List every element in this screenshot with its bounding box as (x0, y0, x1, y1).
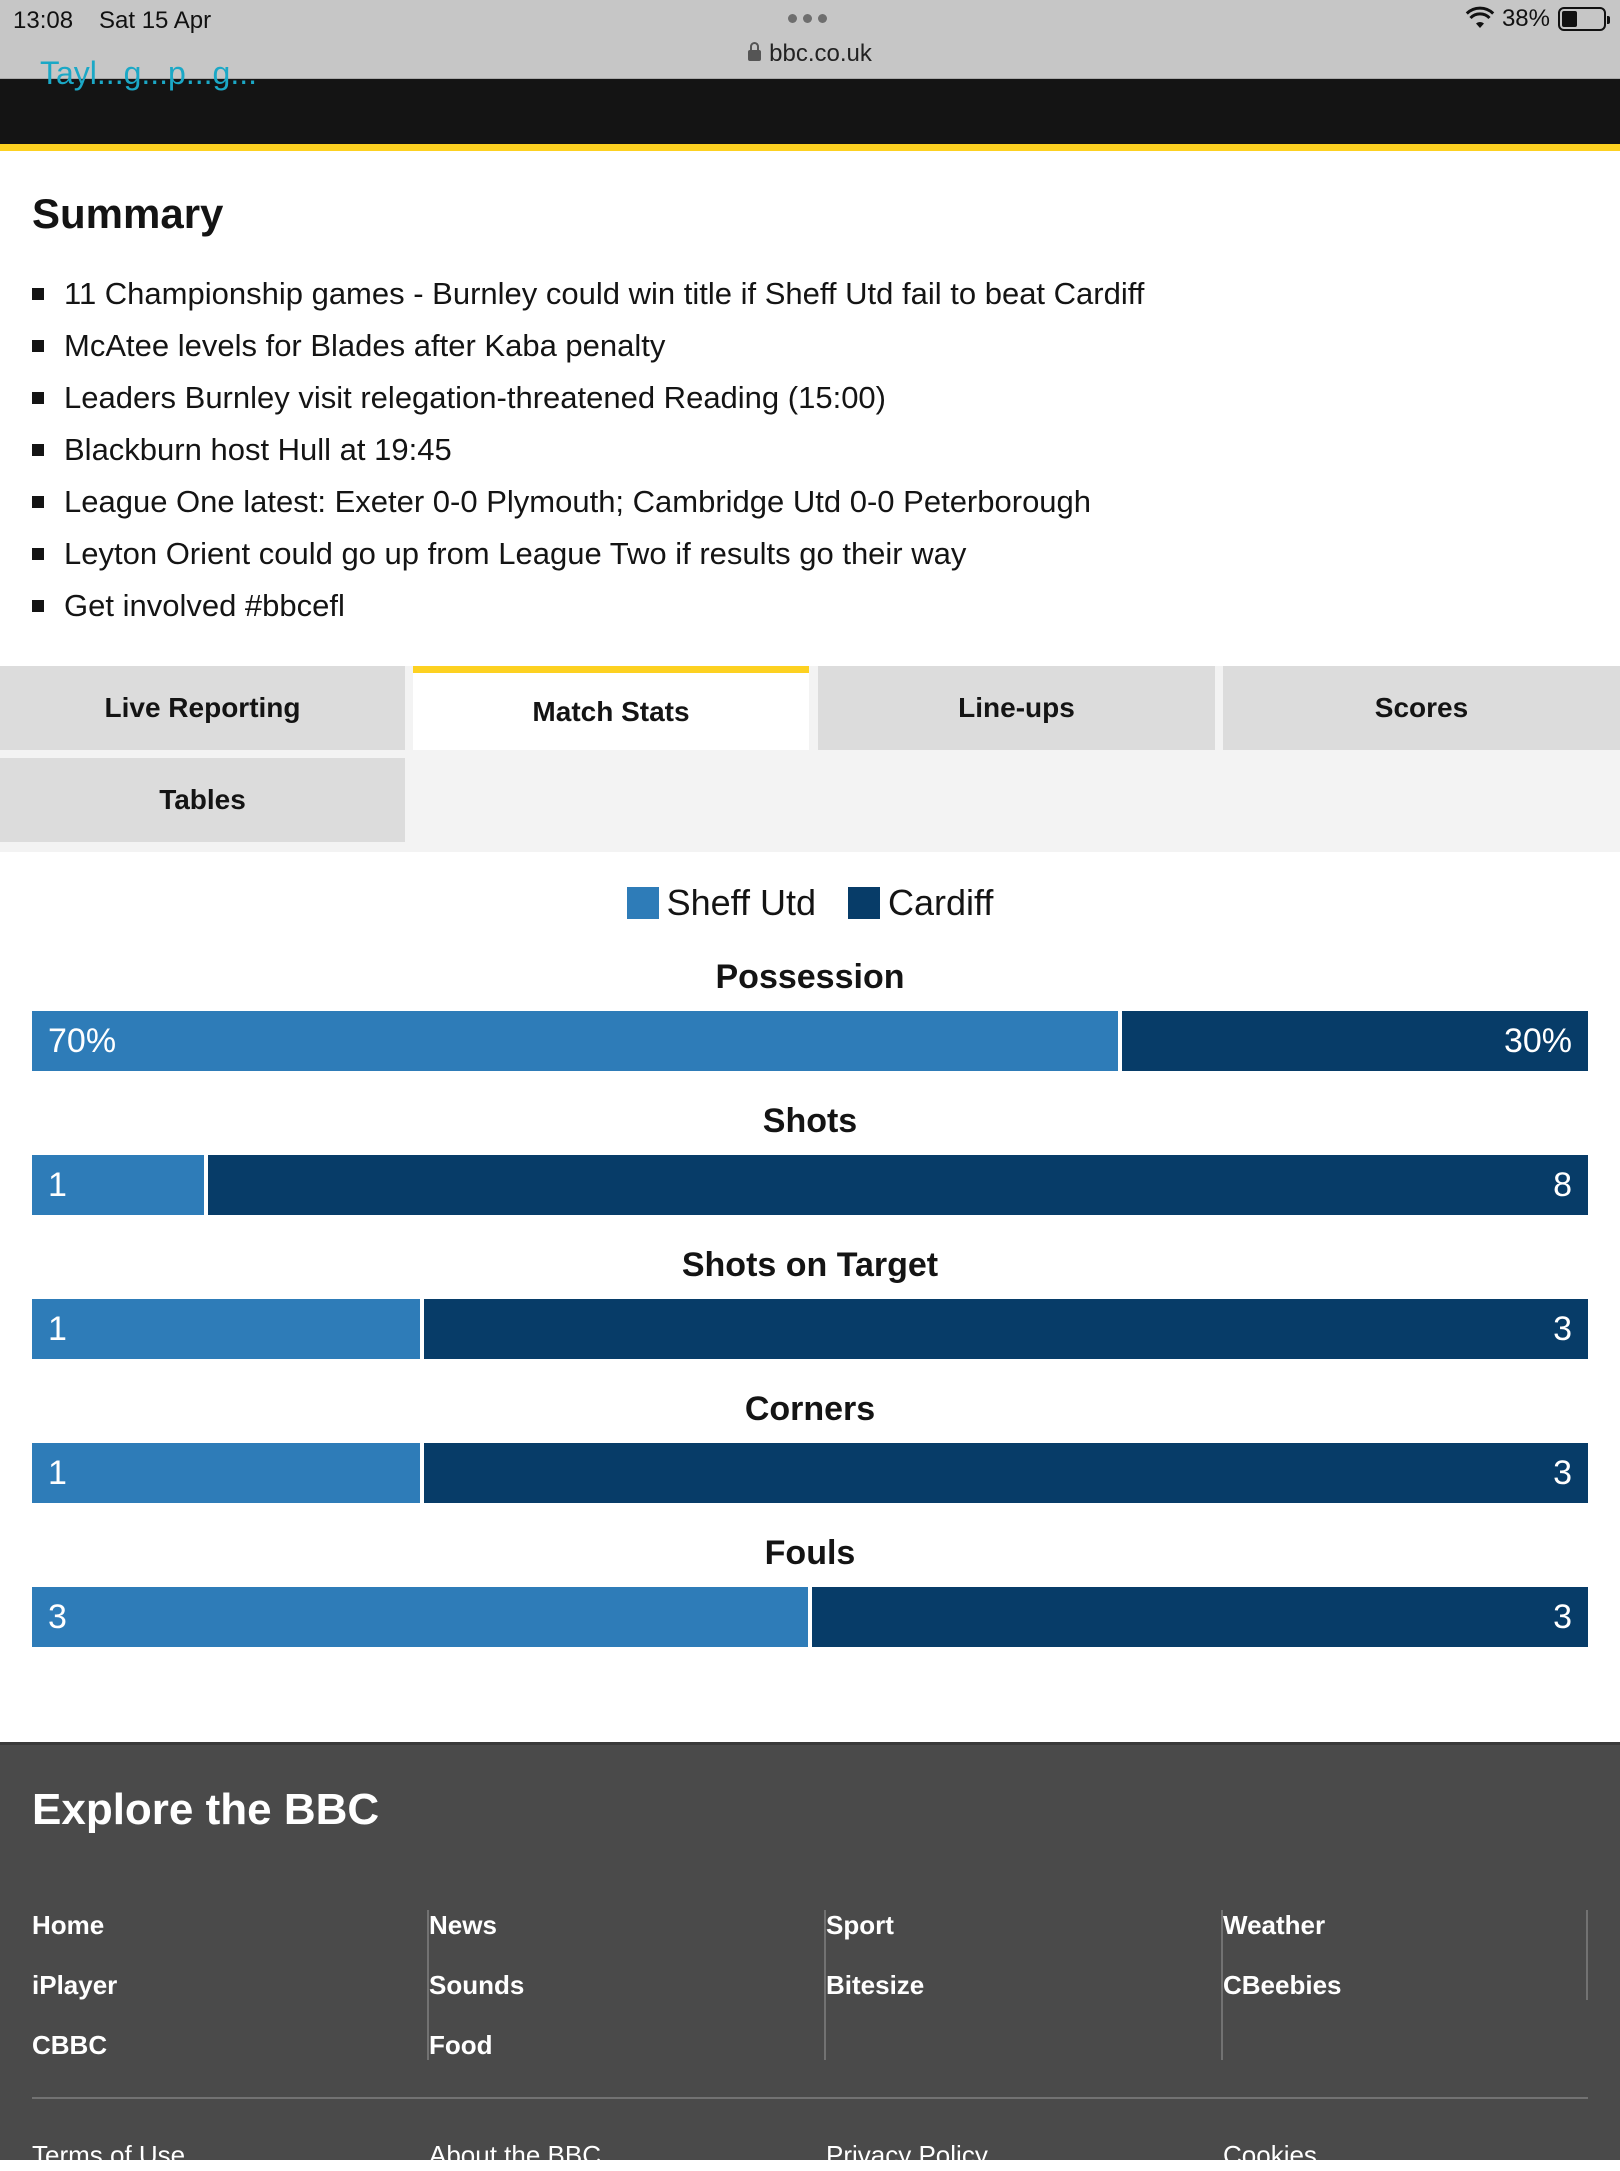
home-swatch (627, 887, 659, 919)
stat-home-value: 70% (32, 1011, 1118, 1071)
battery-icon (1558, 7, 1606, 31)
bullet-icon (32, 444, 44, 456)
footer-link-iplayer[interactable]: iPlayer (32, 1970, 118, 2000)
status-time: 13:08 (13, 7, 74, 34)
footer-link-sounds[interactable]: Sounds (429, 1970, 525, 2000)
footer-divider (32, 2097, 1588, 2099)
stat-bar-shots-on-target (32, 1299, 1588, 1359)
legend-home: Sheff Utd (627, 882, 816, 924)
footer-link-home[interactable]: Home (32, 1910, 105, 1940)
footer-title: Explore the BBC (32, 1785, 380, 1834)
stat-away-value: 3 (424, 1443, 1588, 1503)
legend-away: Cardiff (848, 882, 993, 924)
footer-column (1223, 1910, 1588, 2000)
tab-line-ups[interactable]: Line-ups (818, 666, 1215, 750)
tab-tables[interactable]: Tables (0, 758, 405, 842)
stats-legend (0, 882, 1620, 924)
footer-link-bitesize[interactable]: Bitesize (826, 1970, 925, 2000)
summary-list (32, 268, 1144, 632)
page-header (0, 55, 1620, 151)
footer-link-weather[interactable]: Weather (1223, 1910, 1326, 1940)
stat-home-value: 3 (32, 1587, 808, 1647)
battery-percent: 38% (1501, 5, 1550, 32)
stat-away-value: 8 (208, 1155, 1588, 1215)
stat-title-corners: Corners (744, 1390, 876, 1428)
stat-home-value: 1 (32, 1155, 204, 1215)
status-date: Sat 15 Apr (99, 7, 212, 34)
summary-item: Blackburn host Hull at 19:45 (32, 424, 1144, 476)
stat-title-shots: Shots (762, 1102, 858, 1140)
bullet-icon (32, 548, 44, 560)
more-dots-icon[interactable] (788, 14, 827, 23)
summary-item: Leaders Burnley visit relegation-threatened Reading (15:00) (32, 372, 1144, 424)
stat-bar-possession (32, 1011, 1588, 1071)
bullet-icon (32, 340, 44, 352)
footer-cookies-link[interactable]: Cookies (1223, 2140, 1317, 2170)
bullet-icon (32, 600, 44, 612)
wifi-icon (1466, 8, 1494, 30)
footer-link-cbbc[interactable]: CBBC (32, 2030, 108, 2060)
bullet-icon (32, 288, 44, 300)
stat-away-value: 3 (812, 1587, 1588, 1647)
stat-bar-fouls (32, 1587, 1588, 1647)
lock-icon (748, 50, 761, 61)
url-text: bbc.co.uk (769, 40, 872, 67)
summary-item: McAtee levels for Blades after Kaba penalty (32, 320, 1144, 372)
footer-about-link[interactable]: About the BBC (429, 2140, 601, 2170)
summary-item: 11 Championship games - Burnley could win title if Sheff Utd fail to beat Cardiff (32, 268, 1144, 320)
tab-match-stats[interactable]: Match Stats (413, 666, 809, 750)
bullet-icon (32, 392, 44, 404)
stat-title-possession: Possession (715, 958, 905, 996)
stat-bar-corners (32, 1443, 1588, 1503)
summary-item: Get involved #bbcefl (32, 580, 1144, 632)
footer-column (32, 1910, 429, 2060)
stat-home-value: 1 (32, 1443, 420, 1503)
footer-terms-link[interactable]: Terms of Use (32, 2140, 186, 2170)
stat-title-fouls: Fouls (764, 1534, 856, 1572)
footer (0, 1742, 1620, 2170)
footer-link-sport[interactable]: Sport (826, 1910, 894, 1940)
tab-live-reporting[interactable]: Live Reporting (0, 666, 405, 750)
stat-bar-shots (32, 1155, 1588, 1215)
away-swatch (848, 887, 880, 919)
footer-link-news[interactable]: News (429, 1910, 497, 1940)
footer-privacy-link[interactable]: Privacy Policy (826, 2140, 988, 2170)
stat-title-shots-on-target: Shots on Target (681, 1246, 939, 1284)
bullet-icon (32, 496, 44, 508)
footer-column (826, 1910, 1223, 2060)
header-link[interactable]: Tayl...g...p...g... (40, 55, 257, 91)
stat-home-value: 1 (32, 1299, 420, 1359)
summary-item: Leyton Orient could go up from League Two if results go their way (32, 528, 1144, 580)
summary-item: League One latest: Exeter 0-0 Plymouth; Cambridge Utd 0-0 Peterborough (32, 476, 1144, 528)
footer-column (429, 1910, 826, 2060)
footer-link-cbeebies[interactable]: CBeebies (1223, 1970, 1342, 2000)
stat-away-value: 30% (1122, 1011, 1588, 1071)
stat-away-value: 3 (424, 1299, 1588, 1359)
summary-title: Summary (32, 190, 224, 237)
footer-link-food[interactable]: Food (429, 2030, 493, 2060)
tab-scores[interactable]: Scores (1223, 666, 1620, 750)
